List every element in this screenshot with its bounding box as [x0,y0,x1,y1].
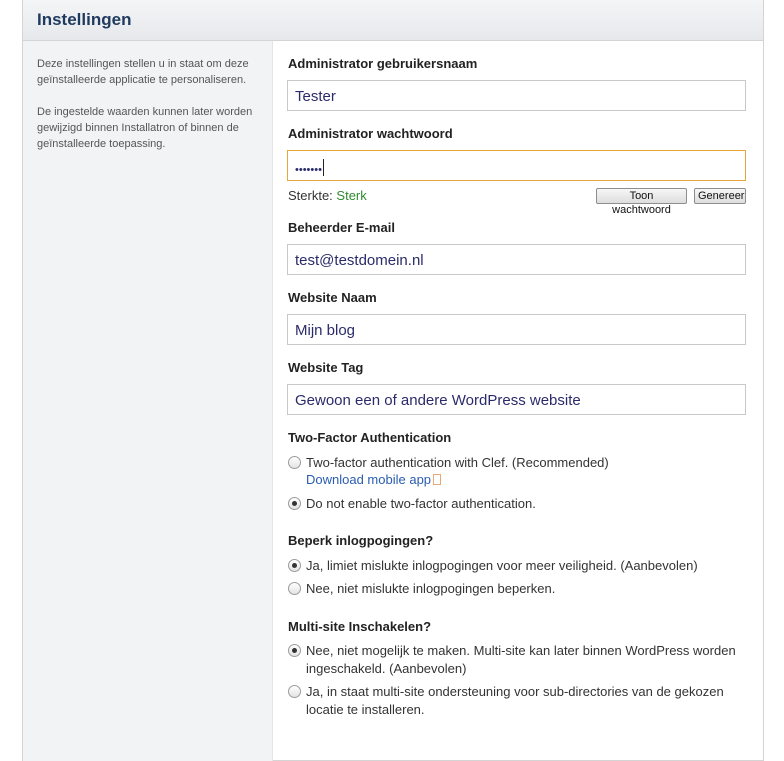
external-link-icon [433,474,441,485]
strength-value: Sterk [336,188,367,203]
radio-label-line-2: ingeschakeld. (Aanbevolen) [306,661,467,676]
two-factor-label: Two-Factor Authentication [288,430,452,445]
panel-header [23,0,763,41]
radio-button[interactable] [288,497,301,510]
settings-description [23,41,273,761]
admin-username-label: Administrator gebruikersnaam [288,56,478,71]
site-tag-label: Website Tag [288,360,364,375]
admin-email-label: Beheerder E-mail [288,220,395,235]
admin-password-label: Administrator wachtwoord [288,126,453,141]
strength-label: Sterkte: [288,188,333,203]
two-factor-option-disable[interactable] [288,495,728,513]
radio-button[interactable] [288,582,301,595]
site-name-label: Website Naam [288,290,377,305]
limit-login-option-no[interactable] [288,580,746,598]
admin-email-input[interactable] [287,244,746,275]
radio-label: Do not enable two-factor authentication. [306,496,536,511]
site-name-value: Mijn blog [295,322,356,339]
limit-login-option-yes[interactable] [288,557,746,575]
site-name-input[interactable] [287,314,746,345]
radio-label-line-1: Nee, niet mogelijk te maken. Multi-site kan later binnen WordPress worden [306,643,736,658]
radio-label: Nee, niet mislukte inlogpogingen beperken. [306,581,556,596]
multisite-option-yes[interactable] [288,683,746,719]
password-strength [288,188,367,203]
radio-label-line-2: locatie te installeren. [306,702,425,717]
description-paragraph-1: Deze instellingen stellen u in staat om deze geïnstalleerde applicatie te personaliseren. [37,58,249,86]
radio-button[interactable] [288,456,301,469]
site-tag-value: Gewoon een of andere WordPress website [295,392,581,409]
radio-button[interactable] [288,559,301,572]
radio-label: Two-factor authentication with Clef. (Recommended) [306,455,609,470]
radio-button[interactable] [288,685,301,698]
radio-label-line-1: Ja, in staat multi-site ondersteuning voor sub-directories van de gekozen [306,684,724,699]
show-password-button[interactable]: Toon wachtwoord [596,188,687,204]
multisite-label: Multi-site Inschakelen? [288,619,432,634]
radio-button[interactable] [288,644,301,657]
admin-username-value: Tester [295,88,336,105]
two-factor-option-clef[interactable] [288,454,728,472]
admin-email-value: test@testdomein.nl [295,252,424,269]
site-tag-input[interactable] [287,384,746,415]
admin-password-value: ••••••• [295,164,322,176]
description-paragraph-2: De ingestelde waarden kunnen later worden gewijzigd binnen Installatron of binnen de geïnstalleerde toepassing. [37,106,253,150]
radio-label: Ja, limiet mislukte inlogpogingen voor meer veiligheid. (Aanbevolen) [306,558,698,573]
admin-password-input[interactable] [287,150,746,181]
generate-password-button[interactable]: Genereer [694,188,746,204]
admin-username-input[interactable] [287,80,746,111]
limit-login-label: Beperk inlogpogingen? [288,533,434,548]
multisite-option-no[interactable] [288,642,746,678]
panel-title: Instellingen [37,10,132,29]
text-caret [323,159,324,176]
download-app-link[interactable] [306,472,441,487]
download-app-label: Download mobile app [306,472,432,487]
